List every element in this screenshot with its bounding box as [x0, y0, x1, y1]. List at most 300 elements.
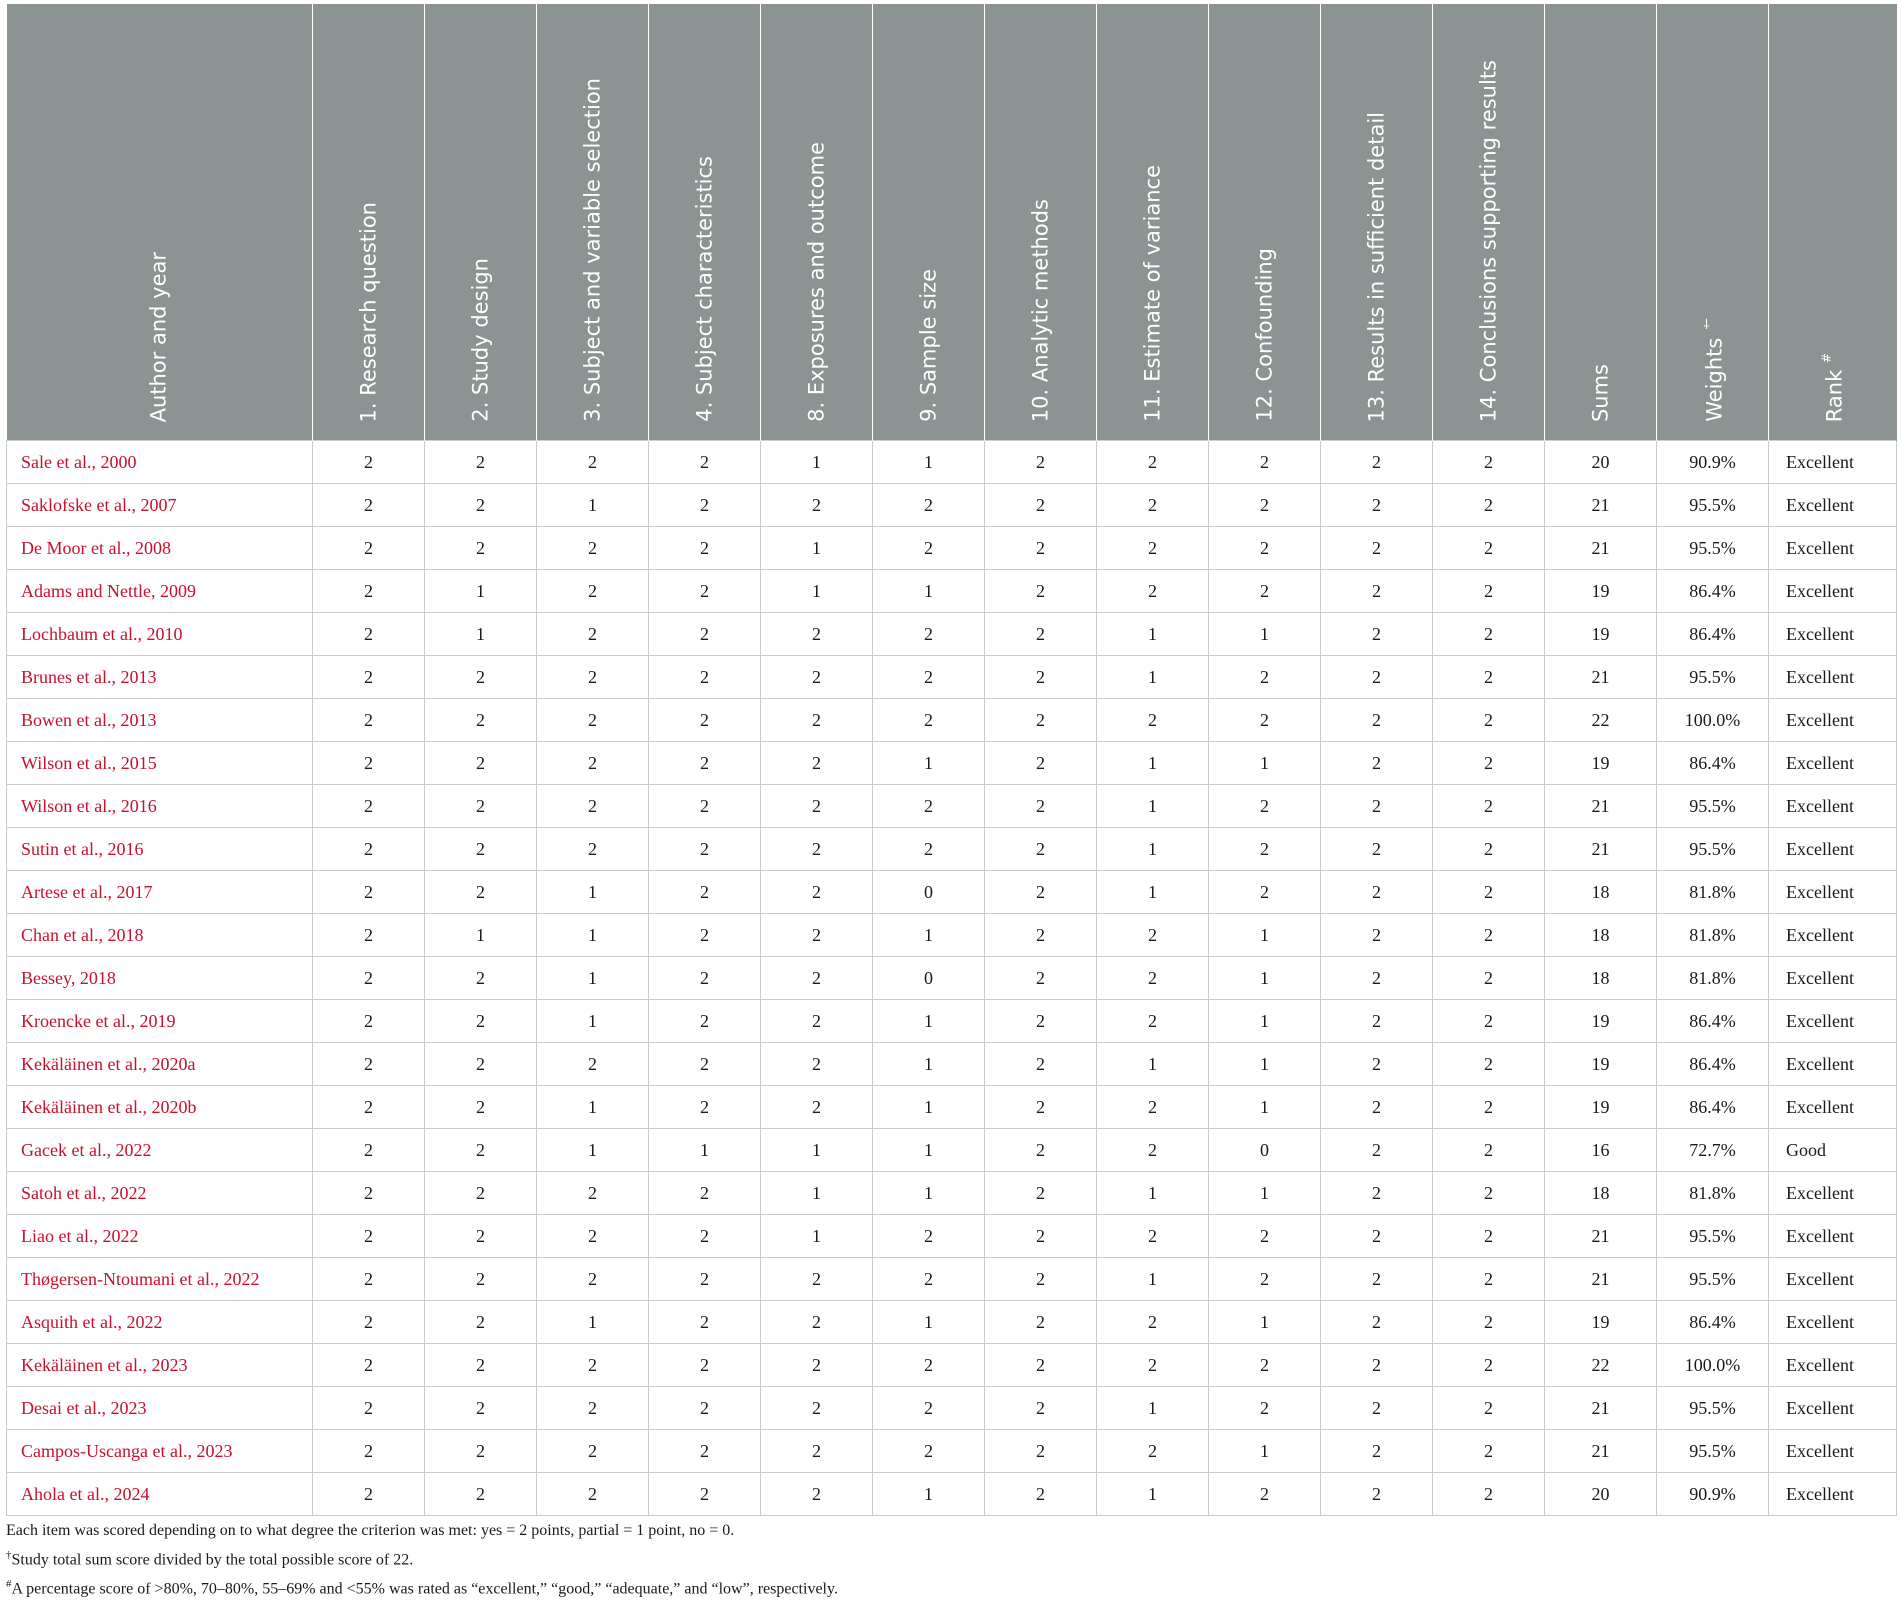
score-cell: 1	[1097, 1387, 1209, 1430]
score-cell: 2	[1321, 656, 1433, 699]
author-link[interactable]: Kekäläinen et al., 2020a	[7, 1043, 313, 1086]
score-cell: 2	[313, 441, 425, 484]
col-header-label: 12. Confounding	[1252, 248, 1276, 422]
score-cell: 2	[537, 828, 649, 871]
sum-cell: 19	[1545, 613, 1657, 656]
score-cell: 2	[1321, 699, 1433, 742]
sum-cell: 19	[1545, 570, 1657, 613]
footnote-dagger	[6, 1543, 838, 1572]
score-cell: 2	[1321, 1258, 1433, 1301]
score-cell: 2	[649, 527, 761, 570]
score-cell: 2	[985, 742, 1097, 785]
score-cell: 2	[1097, 527, 1209, 570]
score-cell: 2	[985, 1387, 1097, 1430]
quality-assessment-table-wrapper	[6, 4, 1896, 1516]
score-cell: 2	[1433, 1301, 1545, 1344]
table-row	[7, 1387, 1897, 1430]
sum-cell: 19	[1545, 742, 1657, 785]
score-cell: 2	[1097, 484, 1209, 527]
score-cell: 2	[1433, 1387, 1545, 1430]
col-header-study-design	[425, 4, 537, 441]
score-cell: 2	[649, 871, 761, 914]
score-cell: 2	[313, 914, 425, 957]
weight-cell: 95.5%	[1657, 1215, 1769, 1258]
weight-cell: 90.9%	[1657, 441, 1769, 484]
author-link[interactable]: Sutin et al., 2016	[7, 828, 313, 871]
score-cell: 2	[425, 1000, 537, 1043]
sum-cell: 22	[1545, 699, 1657, 742]
score-cell: 1	[1097, 871, 1209, 914]
score-cell: 2	[1321, 527, 1433, 570]
rank-cell: Excellent	[1769, 914, 1897, 957]
col-header-label: 2. Study design	[468, 258, 492, 422]
score-cell: 1	[873, 1043, 985, 1086]
weight-cell: 86.4%	[1657, 1000, 1769, 1043]
score-cell: 2	[1321, 570, 1433, 613]
rank-cell: Excellent	[1769, 742, 1897, 785]
score-cell: 2	[1209, 441, 1321, 484]
score-cell: 2	[1209, 527, 1321, 570]
table-row	[7, 1344, 1897, 1387]
footnote-dagger-text: Study total sum score divided by the total possible score of 22.	[11, 1551, 414, 1569]
col-header-analytic-methods	[985, 4, 1097, 441]
score-cell: 1	[1209, 1000, 1321, 1043]
score-cell: 2	[1433, 699, 1545, 742]
score-cell: 2	[313, 570, 425, 613]
score-cell: 2	[537, 570, 649, 613]
weight-cell: 95.5%	[1657, 828, 1769, 871]
score-cell: 2	[649, 1172, 761, 1215]
score-cell: 1	[873, 1473, 985, 1516]
score-cell: 2	[761, 1000, 873, 1043]
score-cell: 1	[761, 1129, 873, 1172]
author-link[interactable]: Ahola et al., 2024	[7, 1473, 313, 1516]
score-cell: 2	[985, 828, 1097, 871]
author-link[interactable]: Brunes et al., 2013	[7, 656, 313, 699]
score-cell: 2	[649, 1301, 761, 1344]
score-cell: 2	[649, 1473, 761, 1516]
footnote-hash-symbol: #	[6, 1578, 12, 1591]
author-link[interactable]: Bessey, 2018	[7, 957, 313, 1000]
weight-cell: 95.5%	[1657, 656, 1769, 699]
score-cell: 2	[313, 828, 425, 871]
score-cell: 2	[1433, 957, 1545, 1000]
score-cell: 2	[1097, 1215, 1209, 1258]
score-cell: 2	[313, 1129, 425, 1172]
weight-cell: 86.4%	[1657, 613, 1769, 656]
weight-cell: 95.5%	[1657, 527, 1769, 570]
author-link[interactable]: Adams and Nettle, 2009	[7, 570, 313, 613]
score-cell: 1	[537, 1000, 649, 1043]
table-row	[7, 785, 1897, 828]
score-cell: 2	[1321, 957, 1433, 1000]
score-cell: 2	[985, 1086, 1097, 1129]
col-header-label: 4. Subject characteristics	[692, 156, 716, 422]
score-cell: 2	[1097, 1344, 1209, 1387]
score-cell: 2	[985, 957, 1097, 1000]
score-cell: 1	[761, 570, 873, 613]
col-header-label: 1. Research question	[356, 201, 380, 422]
score-cell: 2	[1321, 828, 1433, 871]
score-cell: 2	[761, 484, 873, 527]
score-cell: 2	[313, 613, 425, 656]
score-cell: 2	[985, 656, 1097, 699]
score-cell: 1	[537, 957, 649, 1000]
score-cell: 2	[537, 1258, 649, 1301]
table-row	[7, 1172, 1897, 1215]
sum-cell: 19	[1545, 1043, 1657, 1086]
score-cell: 2	[537, 527, 649, 570]
score-cell: 2	[873, 1215, 985, 1258]
score-cell: 2	[1321, 1000, 1433, 1043]
score-cell: 2	[761, 656, 873, 699]
rank-cell: Excellent	[1769, 871, 1897, 914]
score-cell: 2	[649, 1387, 761, 1430]
score-cell: 1	[761, 1172, 873, 1215]
rank-cell: Good	[1769, 1129, 1897, 1172]
table-row	[7, 1000, 1897, 1043]
author-link[interactable]: Campos-Uscanga et al., 2023	[7, 1430, 313, 1473]
rank-cell: Excellent	[1769, 699, 1897, 742]
score-cell: 2	[313, 1000, 425, 1043]
score-cell: 2	[1321, 1301, 1433, 1344]
score-cell: 1	[425, 570, 537, 613]
score-cell: 2	[1433, 1129, 1545, 1172]
sum-cell: 21	[1545, 527, 1657, 570]
score-cell: 2	[1433, 656, 1545, 699]
score-cell: 2	[761, 914, 873, 957]
author-link[interactable]: Lochbaum et al., 2010	[7, 613, 313, 656]
score-cell: 2	[873, 828, 985, 871]
col-header-weights	[1657, 4, 1769, 441]
sum-cell: 21	[1545, 785, 1657, 828]
author-link[interactable]: Chan et al., 2018	[7, 914, 313, 957]
col-header-label: 8. Exposures and outcome	[804, 142, 828, 422]
score-cell: 2	[1433, 441, 1545, 484]
score-cell: 2	[537, 742, 649, 785]
score-cell: 2	[649, 957, 761, 1000]
score-cell: 2	[985, 613, 1097, 656]
score-cell: 2	[425, 484, 537, 527]
score-cell: 2	[1433, 1344, 1545, 1387]
footnote-scoring: Each item was scored depending on to what degree the criterion was met: yes = 2 points, partial = 1 point, no = 0.	[6, 1522, 735, 1539]
score-cell: 1	[1209, 1430, 1321, 1473]
author-link[interactable]: Bowen et al., 2013	[7, 699, 313, 742]
score-cell: 2	[313, 1043, 425, 1086]
score-cell: 2	[1433, 742, 1545, 785]
sum-cell: 21	[1545, 484, 1657, 527]
score-cell: 2	[1097, 1000, 1209, 1043]
score-cell: 2	[537, 699, 649, 742]
score-cell: 2	[985, 484, 1097, 527]
rank-cell: Excellent	[1769, 1043, 1897, 1086]
score-cell: 2	[649, 1344, 761, 1387]
weight-cell: 72.7%	[1657, 1129, 1769, 1172]
author-link[interactable]: Kroencke et al., 2019	[7, 1000, 313, 1043]
col-header-results-detail	[1321, 4, 1433, 441]
score-cell: 2	[1209, 1258, 1321, 1301]
score-cell: 1	[873, 742, 985, 785]
score-cell: 2	[1097, 1430, 1209, 1473]
sum-cell: 22	[1545, 1344, 1657, 1387]
sum-cell: 21	[1545, 1430, 1657, 1473]
score-cell: 2	[313, 1172, 425, 1215]
score-cell: 2	[649, 441, 761, 484]
score-cell: 2	[1433, 1473, 1545, 1516]
score-cell: 2	[1097, 699, 1209, 742]
score-cell: 0	[873, 957, 985, 1000]
score-cell: 2	[1321, 441, 1433, 484]
score-cell: 2	[1433, 1172, 1545, 1215]
score-cell: 2	[1433, 527, 1545, 570]
score-cell: 2	[649, 1086, 761, 1129]
score-cell: 2	[537, 1473, 649, 1516]
score-cell: 2	[761, 828, 873, 871]
score-cell: 2	[1209, 656, 1321, 699]
score-cell: 2	[1209, 1344, 1321, 1387]
rank-cell: Excellent	[1769, 527, 1897, 570]
weight-cell: 81.8%	[1657, 871, 1769, 914]
score-cell: 2	[1433, 1258, 1545, 1301]
score-cell: 2	[761, 1387, 873, 1430]
col-header-confounding	[1209, 4, 1321, 441]
score-cell: 1	[1097, 1258, 1209, 1301]
score-cell: 2	[313, 785, 425, 828]
score-cell: 1	[761, 527, 873, 570]
col-header-research-question	[313, 4, 425, 441]
sum-cell: 21	[1545, 828, 1657, 871]
score-cell: 2	[649, 484, 761, 527]
score-cell: 2	[649, 1430, 761, 1473]
score-cell: 2	[425, 1473, 537, 1516]
score-cell: 2	[425, 699, 537, 742]
weight-cell: 86.4%	[1657, 1301, 1769, 1344]
score-cell: 2	[425, 1129, 537, 1172]
table-row	[7, 570, 1897, 613]
score-cell: 2	[425, 1172, 537, 1215]
score-cell: 2	[873, 1430, 985, 1473]
rank-cell: Excellent	[1769, 484, 1897, 527]
score-cell: 2	[1433, 1000, 1545, 1043]
author-link[interactable]: Saklofske et al., 2007	[7, 484, 313, 527]
score-cell: 1	[537, 1301, 649, 1344]
col-header-label: Author and year	[146, 251, 171, 422]
score-cell: 2	[1209, 785, 1321, 828]
sum-cell: 18	[1545, 1172, 1657, 1215]
score-cell: 1	[1209, 1172, 1321, 1215]
col-header-label: 3. Subject and variable selection	[580, 78, 604, 422]
score-cell: 1	[873, 1301, 985, 1344]
rank-cell: Excellent	[1769, 1344, 1897, 1387]
weight-cell: 86.4%	[1657, 1043, 1769, 1086]
score-cell: 2	[313, 1473, 425, 1516]
score-cell: 2	[985, 1344, 1097, 1387]
score-cell: 1	[761, 1215, 873, 1258]
score-cell: 2	[985, 785, 1097, 828]
score-cell: 2	[1321, 1129, 1433, 1172]
col-header-label: Weights †	[1699, 317, 1726, 422]
score-cell: 2	[985, 699, 1097, 742]
score-cell: 1	[425, 613, 537, 656]
table-row	[7, 1086, 1897, 1129]
table-row	[7, 527, 1897, 570]
score-cell: 1	[873, 1086, 985, 1129]
table-row	[7, 613, 1897, 656]
weight-cell: 81.8%	[1657, 1172, 1769, 1215]
score-cell: 2	[313, 1430, 425, 1473]
score-cell: 2	[425, 1215, 537, 1258]
col-header-subject-variable-selection	[537, 4, 649, 441]
rank-cell: Excellent	[1769, 1000, 1897, 1043]
author-link[interactable]: Wilson et al., 2016	[7, 785, 313, 828]
score-cell: 2	[873, 699, 985, 742]
score-cell: 2	[537, 1172, 649, 1215]
score-cell: 2	[1321, 1215, 1433, 1258]
score-cell: 2	[1321, 1086, 1433, 1129]
score-cell: 2	[761, 1043, 873, 1086]
col-header-label: Sums	[1588, 363, 1612, 422]
score-cell: 2	[985, 441, 1097, 484]
score-cell: 1	[873, 1129, 985, 1172]
author-link[interactable]: Gacek et al., 2022	[7, 1129, 313, 1172]
score-cell: 2	[1321, 613, 1433, 656]
score-cell: 1	[1097, 785, 1209, 828]
score-cell: 2	[649, 914, 761, 957]
footnote-hash	[6, 1572, 838, 1601]
score-cell: 1	[1097, 1172, 1209, 1215]
score-cell: 2	[761, 1430, 873, 1473]
author-link[interactable]: Kekäläinen et al., 2020b	[7, 1086, 313, 1129]
footnote-dagger-symbol: †	[6, 1549, 12, 1561]
score-cell: 1	[1209, 1086, 1321, 1129]
weight-cell: 86.4%	[1657, 570, 1769, 613]
weight-cell: 86.4%	[1657, 1086, 1769, 1129]
score-cell: 2	[985, 1473, 1097, 1516]
table-row	[7, 484, 1897, 527]
rank-cell: Excellent	[1769, 1172, 1897, 1215]
author-link[interactable]: Liao et al., 2022	[7, 1215, 313, 1258]
rank-cell: Excellent	[1769, 828, 1897, 871]
score-cell: 2	[1321, 785, 1433, 828]
score-cell: 2	[1321, 484, 1433, 527]
sum-cell: 19	[1545, 1086, 1657, 1129]
score-cell: 0	[873, 871, 985, 914]
score-cell: 2	[761, 785, 873, 828]
score-cell: 2	[761, 957, 873, 1000]
score-cell: 2	[873, 785, 985, 828]
score-cell: 1	[537, 1129, 649, 1172]
author-link[interactable]: Wilson et al., 2015	[7, 742, 313, 785]
score-cell: 2	[1321, 1473, 1433, 1516]
author-link[interactable]: Asquith et al., 2022	[7, 1301, 313, 1344]
score-cell: 2	[425, 1043, 537, 1086]
table-row	[7, 656, 1897, 699]
rank-cell: Excellent	[1769, 613, 1897, 656]
score-cell: 2	[1321, 914, 1433, 957]
score-cell: 2	[537, 785, 649, 828]
score-cell: 2	[649, 613, 761, 656]
score-cell: 2	[985, 570, 1097, 613]
sum-cell: 18	[1545, 957, 1657, 1000]
sum-cell: 18	[1545, 871, 1657, 914]
author-link[interactable]: Sale et al., 2000	[7, 441, 313, 484]
author-link[interactable]: Kekäläinen et al., 2023	[7, 1344, 313, 1387]
sum-cell: 19	[1545, 1000, 1657, 1043]
score-cell: 2	[537, 1387, 649, 1430]
score-cell: 2	[313, 656, 425, 699]
table-row	[7, 742, 1897, 785]
score-cell: 2	[537, 1215, 649, 1258]
score-cell: 2	[1433, 1086, 1545, 1129]
score-cell: 1	[537, 871, 649, 914]
score-cell: 1	[1209, 1301, 1321, 1344]
score-cell: 2	[425, 1430, 537, 1473]
score-cell: 2	[1321, 1172, 1433, 1215]
score-cell: 2	[1209, 1387, 1321, 1430]
sum-cell: 20	[1545, 441, 1657, 484]
weight-cell: 100.0%	[1657, 699, 1769, 742]
author-link[interactable]: De Moor et al., 2008	[7, 527, 313, 570]
score-cell: 2	[873, 656, 985, 699]
dagger-marker: †	[1699, 317, 1713, 332]
col-header-sample-size	[873, 4, 985, 441]
author-link[interactable]: Satoh et al., 2022	[7, 1172, 313, 1215]
rank-cell: Excellent	[1769, 441, 1897, 484]
rank-cell: Excellent	[1769, 1387, 1897, 1430]
author-link[interactable]: Desai et al., 2023	[7, 1387, 313, 1430]
score-cell: 1	[1097, 742, 1209, 785]
table-row	[7, 957, 1897, 1000]
table-row	[7, 871, 1897, 914]
author-link[interactable]: Thøgersen-Ntoumani et al., 2022	[7, 1258, 313, 1301]
score-cell: 2	[649, 1000, 761, 1043]
header-row	[7, 4, 1897, 441]
rank-cell: Excellent	[1769, 1215, 1897, 1258]
score-cell: 1	[1097, 613, 1209, 656]
score-cell: 1	[425, 914, 537, 957]
score-cell: 2	[1321, 742, 1433, 785]
score-cell: 2	[1321, 1387, 1433, 1430]
score-cell: 2	[1321, 1043, 1433, 1086]
score-cell: 2	[985, 527, 1097, 570]
col-header-author	[7, 4, 313, 441]
table-row	[7, 1473, 1897, 1516]
score-cell: 2	[761, 742, 873, 785]
score-cell: 2	[313, 742, 425, 785]
score-cell: 2	[1097, 570, 1209, 613]
score-cell: 2	[873, 1344, 985, 1387]
score-cell: 2	[537, 1043, 649, 1086]
score-cell: 1	[1209, 957, 1321, 1000]
score-cell: 2	[425, 1387, 537, 1430]
col-header-label: Rank #	[1819, 352, 1846, 422]
score-cell: 2	[1433, 1043, 1545, 1086]
weight-cell: 95.5%	[1657, 1430, 1769, 1473]
col-header-subject-characteristics	[649, 4, 761, 441]
rank-cell: Excellent	[1769, 1473, 1897, 1516]
score-cell: 2	[1433, 484, 1545, 527]
weight-cell: 90.9%	[1657, 1473, 1769, 1516]
table-row	[7, 1043, 1897, 1086]
score-cell: 2	[761, 1473, 873, 1516]
author-link[interactable]: Artese et al., 2017	[7, 871, 313, 914]
score-cell: 2	[425, 441, 537, 484]
score-cell: 2	[313, 1301, 425, 1344]
rank-cell: Excellent	[1769, 785, 1897, 828]
score-cell: 2	[313, 1215, 425, 1258]
sum-cell: 21	[1545, 1215, 1657, 1258]
score-cell: 2	[985, 1258, 1097, 1301]
